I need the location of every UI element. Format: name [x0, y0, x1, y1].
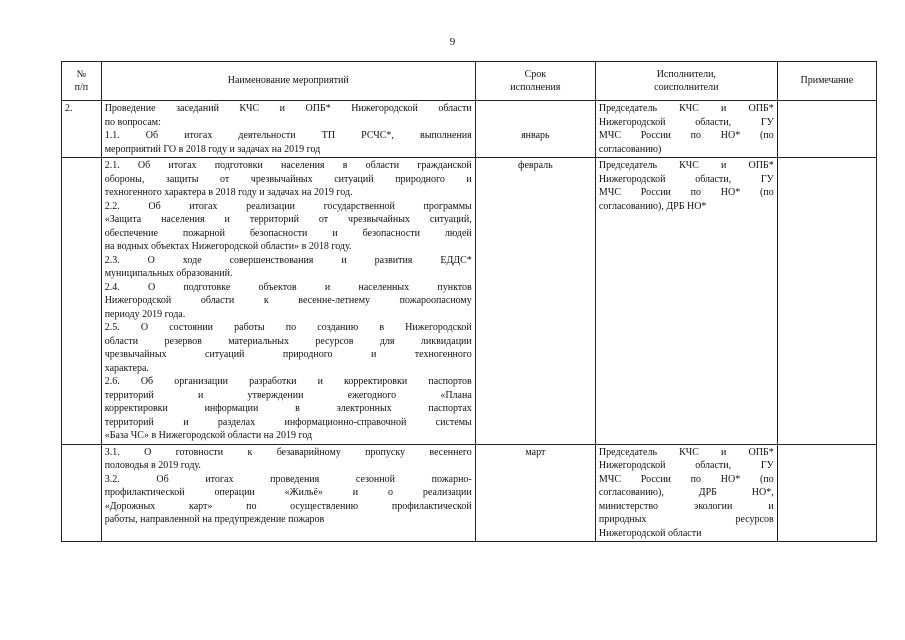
- event-text-line: чрезвычайных ситуаций природного и техногенного: [104, 349, 472, 360]
- header-num-line1: №: [76, 68, 87, 80]
- header-executors-line2: соисполнители: [654, 82, 719, 93]
- executor-text-line: Председатель КЧС и ОПБ*: [598, 446, 774, 458]
- event-text-line: характера.: [104, 362, 149, 374]
- event-text-line: работы, направленной на предупреждение пожаров: [104, 514, 325, 525]
- header-term-line2: исполнения: [510, 82, 561, 93]
- executor-text-line: согласованию), ДРБ НО*: [598, 200, 707, 212]
- executor-text-line: МЧС России по НО* (по: [598, 187, 774, 198]
- cell-event-name: [101, 444, 475, 542]
- event-text-line: «База ЧС» в Нижегородской области на 2019 год: [104, 430, 313, 441]
- executor-text-line: Председатель КЧС и ОПБ*: [598, 103, 774, 114]
- event-text-line: 3.2. Об итогах проведения сезонной пожарно-: [104, 473, 472, 485]
- cell-term: февраль: [475, 158, 595, 445]
- event-text-line: муниципальных образований.: [104, 268, 233, 279]
- executor-text-line: МЧС России по НО* (по: [598, 130, 774, 141]
- event-text-line: периоду 2019 года.: [104, 308, 186, 320]
- header-term: [475, 62, 595, 101]
- header-term-line1: Срок: [524, 68, 547, 80]
- executor-text-line: МЧС России по НО* (по: [598, 473, 774, 485]
- event-text-line: 2.5. О состоянии работы по созданию в Нижегородской: [104, 322, 472, 333]
- cell-event-name: [101, 158, 475, 445]
- cell-executors: [595, 158, 777, 445]
- cell-term: январь: [475, 101, 595, 158]
- event-text-line: профилактической операции «Жильё» и о реализации: [104, 487, 472, 498]
- event-text-line: обеспечение пожарной безопасности и безопасности людей: [104, 227, 472, 239]
- event-text-line: Проведение заседаний КЧС и ОПБ* Нижегородской области: [104, 103, 472, 114]
- executor-text-line: Нижегородской области, ГУ: [598, 460, 774, 471]
- header-note: Примечание: [777, 62, 876, 101]
- executor-text-line: согласованию): [598, 143, 662, 155]
- event-text-line: 2.6. Об организации разработки и корректировки паспортов: [104, 376, 472, 387]
- event-text-line: территорий и утверждении ежегодного «Плана: [104, 389, 472, 401]
- page-number: 9: [449, 36, 456, 48]
- event-text-line: обороны, защиты от чрезвычайных ситуаций природного и: [104, 173, 472, 185]
- header-executors: [595, 62, 777, 101]
- event-text-line: половодья в 2019 году.: [104, 460, 201, 471]
- executor-text-line: министерство экологии и: [598, 500, 774, 512]
- event-text-line: «Защита населения и территорий от чрезвычайных ситуаций,: [104, 214, 472, 225]
- event-text-line: 2.1. Об итогах подготовки населения в области гражданской: [104, 160, 472, 171]
- executor-text-line: природных ресурсов: [598, 514, 774, 525]
- event-text-line: техногенного характера в 2018 году и задачах на 2019 год.: [104, 187, 353, 198]
- executor-text-line: Нижегородской области, ГУ: [598, 173, 774, 185]
- cell-num: [62, 158, 102, 445]
- header-num-line2: п/п: [74, 82, 89, 93]
- executor-text-line: Нижегородской области: [598, 527, 702, 539]
- cell-executors: [595, 101, 777, 158]
- event-text-line: на водных объектах Нижегородской области» в 2018 году.: [104, 241, 352, 252]
- table-row: [62, 444, 877, 542]
- header-name: Наименование мероприятий: [101, 62, 475, 101]
- event-text-line: Нижегородской области к весенне-летнему пожароопасному: [104, 295, 472, 306]
- cell-note: [777, 444, 876, 542]
- cell-num: [62, 444, 102, 542]
- event-text-line: мероприятий ГО в 2018 году и задачах на 2019 год: [104, 143, 321, 155]
- header-executors-line1: Исполнители,: [656, 68, 716, 80]
- event-text-line: 2.3. О ходе совершенствования и развития ЕДДС*: [104, 254, 472, 266]
- cell-note: [777, 101, 876, 158]
- executor-text-line: Председатель КЧС и ОПБ*: [598, 160, 774, 171]
- executor-text-line: согласованию), ДРБ НО*,: [598, 487, 774, 498]
- events-table: [61, 61, 877, 542]
- event-text-line: 2.4. О подготовке объектов и населенных пунктов: [104, 281, 472, 293]
- cell-note: [777, 158, 876, 445]
- table-body: [62, 101, 877, 542]
- cell-term: март: [475, 444, 595, 542]
- event-text-line: области резервов материальных ресурсов для ликвидации: [104, 335, 472, 347]
- table-row: [62, 158, 877, 445]
- event-text-line: «Дорожных карт» по осуществлению профилактической: [104, 500, 472, 512]
- table-header-row: [62, 62, 877, 101]
- event-text-line: по вопросам:: [104, 116, 161, 128]
- event-text-line: 1.1. Об итогах деятельности ТП РСЧС*, выполнения: [104, 130, 472, 141]
- table-row: [62, 101, 877, 158]
- event-text-line: 2.2. Об итогах реализации государственной программы: [104, 200, 472, 212]
- event-text-line: территорий и разделах информационно-справочной системы: [104, 416, 472, 428]
- cell-event-name: [101, 101, 475, 158]
- executor-text-line: Нижегородской области, ГУ: [598, 116, 774, 128]
- event-text-line: корректировки информации в электронных паспортах: [104, 403, 472, 414]
- cell-num: 2.: [62, 101, 102, 158]
- event-text-line: 3.1. О готовности к безаварийному пропуску весеннего: [104, 446, 472, 458]
- cell-executors: [595, 444, 777, 542]
- header-num: [62, 62, 102, 101]
